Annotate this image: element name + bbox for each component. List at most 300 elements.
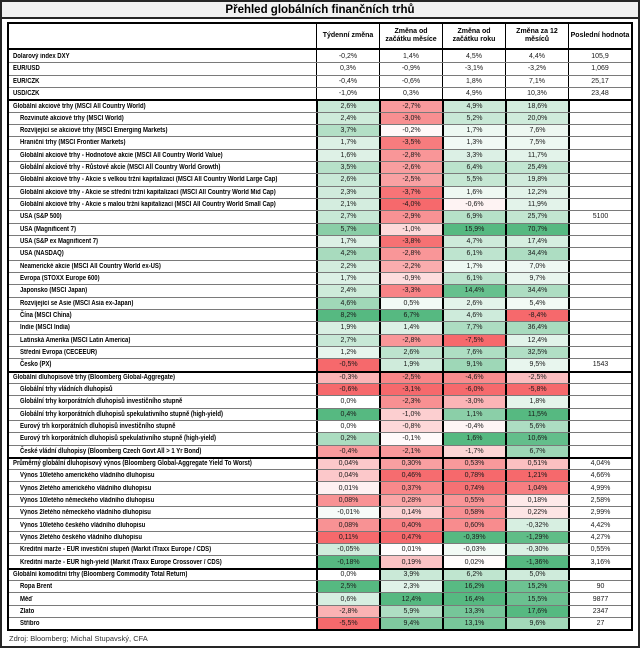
change-cell: 0,0%: [316, 570, 379, 580]
change-cell: 0,55%: [442, 495, 505, 506]
change-cell: 0,46%: [379, 470, 442, 481]
change-cell: -3,1%: [442, 63, 505, 74]
row-label: Rozvíjející se Asie (MSCI Asia ex-Japan): [20, 299, 134, 307]
change-cell: -2,8%: [379, 335, 442, 346]
table-row: [9, 432, 631, 444]
row-label: Stříbro: [20, 620, 40, 628]
row-label-cell: [9, 556, 316, 567]
change-cell: 1,21%: [505, 470, 568, 481]
row-label-cell: [9, 211, 316, 222]
change-cell: -3,5%: [379, 137, 442, 148]
change-cell: -1,0%: [316, 88, 379, 99]
change-cell: -1,7%: [442, 446, 505, 457]
row-label: Eurový trh korporátních dluhopisů spekulativního stupně (high-yield): [20, 435, 217, 443]
change-cell: -0,2%: [316, 50, 379, 62]
change-cell: 6,1%: [442, 248, 505, 259]
change-cell: 10,3%: [505, 88, 568, 99]
change-cell: 4,7%: [442, 236, 505, 247]
change-cell: 6,1%: [442, 273, 505, 284]
change-cell: -0,01%: [316, 507, 379, 518]
change-cell: 2,7%: [316, 335, 379, 346]
row-label: Střední Evropa (CECEEUR): [20, 349, 98, 357]
change-cell: 1,8%: [442, 76, 505, 87]
table-row: [9, 481, 631, 493]
change-cell: -2,5%: [379, 174, 442, 185]
change-cell: 10,6%: [505, 433, 568, 444]
change-cell: 1,04%: [505, 482, 568, 493]
change-cell: -4,6%: [442, 373, 505, 383]
table-row: [9, 555, 631, 567]
header-row: [9, 24, 631, 50]
change-cell: 1,4%: [379, 322, 442, 333]
table-row: [9, 186, 631, 198]
row-label: Neamerické akcie (MSCI All Country World ex-US): [20, 262, 161, 270]
row-label-cell: [9, 322, 316, 333]
last-value-cell: [568, 137, 631, 148]
change-cell: -0,18%: [316, 556, 379, 567]
row-label: Globální akciové trhy - Akcie s velkou tržní kapitalizací (MSCI All Country World Large Cap): [20, 176, 278, 184]
row-label: USA (NASDAQ): [20, 250, 64, 258]
change-cell: 0,0%: [316, 396, 379, 407]
change-cell: 13,1%: [442, 618, 505, 629]
row-label-cell: [9, 63, 316, 74]
change-cell: 4,5%: [442, 50, 505, 62]
last-value-cell: 4,04%: [568, 459, 631, 469]
change-cell: -0,6%: [379, 76, 442, 87]
row-label-cell: [9, 273, 316, 284]
last-value-cell: [568, 199, 631, 210]
change-cell: -3,8%: [379, 236, 442, 247]
row-label-cell: [9, 162, 316, 173]
change-cell: -3,1%: [379, 384, 442, 395]
last-value-cell: [568, 298, 631, 309]
change-cell: 15,2%: [505, 581, 568, 592]
row-label-cell: [9, 544, 316, 555]
change-cell: -2,3%: [379, 396, 442, 407]
table-row: [9, 543, 631, 555]
change-cell: -0,8%: [379, 421, 442, 432]
column-header: Změna od začátku roku: [442, 24, 505, 48]
row-label-cell: [9, 248, 316, 259]
change-cell: 0,11%: [316, 532, 379, 543]
row-label: Latinská Amerika (MSCI Latin America): [20, 336, 131, 344]
row-label-cell: [9, 88, 316, 99]
row-label: USD/CZK: [13, 90, 40, 98]
change-cell: 0,53%: [442, 459, 505, 469]
table-row: [9, 309, 631, 321]
last-value-cell: 9877: [568, 593, 631, 604]
table-row: [9, 99, 631, 111]
change-cell: 1,9%: [379, 359, 442, 370]
change-cell: 2,4%: [316, 285, 379, 296]
table-row: [9, 124, 631, 136]
row-label-cell: [9, 310, 316, 321]
change-cell: 2,2%: [316, 261, 379, 272]
change-cell: -0,9%: [379, 273, 442, 284]
change-cell: -0,3%: [316, 373, 379, 383]
change-cell: -0,39%: [442, 532, 505, 543]
change-cell: -1,36%: [505, 556, 568, 567]
row-label-cell: [9, 495, 316, 506]
change-cell: 18,6%: [505, 101, 568, 111]
last-value-cell: [568, 446, 631, 457]
change-cell: 0,47%: [379, 532, 442, 543]
table-row: [9, 149, 631, 161]
table-row: [9, 605, 631, 617]
change-cell: 0,3%: [379, 88, 442, 99]
row-label: Výnos 2letého německého vládního dluhopisu: [20, 509, 151, 517]
row-label-cell: [9, 76, 316, 87]
change-cell: 4,4%: [505, 50, 568, 62]
page-title: Přehled globálních finančních trhů: [2, 2, 638, 19]
change-cell: 7,1%: [505, 76, 568, 87]
table-row: [9, 371, 631, 383]
row-label-cell: [9, 236, 316, 247]
change-cell: 17,6%: [505, 606, 568, 617]
last-value-cell: 25,17: [568, 76, 631, 87]
table-row: [9, 445, 631, 457]
row-label-cell: [9, 174, 316, 185]
row-label-cell: [9, 298, 316, 309]
column-header: Změna za 12 měsíců: [505, 24, 568, 48]
last-value-cell: [568, 433, 631, 444]
change-cell: 25,4%: [505, 162, 568, 173]
row-label: Výnos 2letého českého vládního dluhopisu: [20, 533, 143, 541]
change-cell: -0,2%: [379, 125, 442, 136]
change-cell: -1,29%: [505, 532, 568, 543]
row-label-cell: [9, 199, 316, 210]
change-cell: -0,1%: [379, 433, 442, 444]
last-value-cell: 1,069: [568, 63, 631, 74]
row-label-cell: [9, 125, 316, 136]
change-cell: 3,7%: [316, 125, 379, 136]
row-label: Japonsko (MSCI Japan): [20, 287, 88, 295]
change-cell: -5,5%: [316, 618, 379, 629]
change-cell: 1,4%: [379, 50, 442, 62]
change-cell: -2,5%: [379, 373, 442, 383]
change-cell: 2,3%: [379, 581, 442, 592]
table-row: [9, 358, 631, 370]
change-cell: 13,3%: [442, 606, 505, 617]
change-cell: -0,4%: [316, 446, 379, 457]
row-label: Globální akciové trhy - Akcie se střední tržní kapitalizací (MSCI All Country World Mid Cap): [20, 188, 276, 196]
last-value-cell: 3,16%: [568, 556, 631, 567]
row-label-cell: [9, 384, 316, 395]
change-cell: -0,4%: [316, 76, 379, 87]
change-cell: 1,6%: [442, 187, 505, 198]
row-label: Rozvíjející se akciové trhy (MSCI Emerging Markets): [20, 127, 168, 135]
change-cell: 1,7%: [442, 125, 505, 136]
change-cell: 1,7%: [316, 273, 379, 284]
change-cell: 5,4%: [505, 298, 568, 309]
last-value-cell: [568, 236, 631, 247]
table-row: [9, 469, 631, 481]
row-label-cell: [9, 187, 316, 198]
row-label: Hraniční trhy (MSCI Frontier Markets): [20, 139, 126, 147]
change-cell: 1,7%: [442, 261, 505, 272]
change-cell: -2,2%: [379, 261, 442, 272]
change-cell: -7,5%: [442, 335, 505, 346]
change-cell: 11,7%: [505, 150, 568, 161]
row-label: Měď: [20, 595, 33, 603]
table-row: [9, 210, 631, 222]
row-label-cell: [9, 570, 316, 580]
change-cell: 9,5%: [505, 359, 568, 370]
change-cell: 0,2%: [316, 433, 379, 444]
change-cell: -2,9%: [379, 211, 442, 222]
table-row: [9, 87, 631, 99]
last-value-cell: 2,58%: [568, 495, 631, 506]
last-value-cell: 4,66%: [568, 470, 631, 481]
row-label: Globální trhy korporátních dluhopisů investičního stupně: [20, 398, 183, 406]
last-value-cell: [568, 101, 631, 111]
change-cell: -3,7%: [379, 187, 442, 198]
change-cell: 0,28%: [379, 495, 442, 506]
change-cell: 0,74%: [442, 482, 505, 493]
table-row: [9, 346, 631, 358]
change-cell: -3,0%: [379, 113, 442, 124]
last-value-cell: 2347: [568, 606, 631, 617]
change-cell: 4,6%: [442, 310, 505, 321]
table-row: [9, 408, 631, 420]
change-cell: -0,6%: [316, 384, 379, 395]
table-row: [9, 420, 631, 432]
last-value-cell: 27: [568, 618, 631, 629]
change-cell: -2,7%: [379, 101, 442, 111]
table-row: [9, 112, 631, 124]
row-label: Globální akciové trhy - Akcie s malou tržní kapitalizací (MSCI All Country World Small Cap): [20, 201, 276, 209]
row-label: Globální komoditní trhy (Bloomberg Commodity Total Return): [13, 571, 188, 579]
table-row: [9, 321, 631, 333]
row-label-cell: [9, 113, 316, 124]
change-cell: 1,6%: [316, 150, 379, 161]
source-note: Zdroj: Bloomberg; Michal Stupavský, CFA: [9, 634, 148, 644]
last-value-cell: [568, 384, 631, 395]
change-cell: 0,40%: [379, 519, 442, 530]
change-cell: 34,4%: [505, 285, 568, 296]
financial-table: [7, 22, 633, 631]
table-row: [9, 531, 631, 543]
change-cell: -3,3%: [379, 285, 442, 296]
change-cell: 12,4%: [505, 335, 568, 346]
change-cell: 15,9%: [442, 224, 505, 235]
row-label-cell: [9, 50, 316, 62]
change-cell: 0,4%: [316, 409, 379, 420]
row-label: Výnos 10letého německého vládního dluhopisu: [20, 496, 155, 504]
change-cell: 7,0%: [505, 261, 568, 272]
table-row: [9, 272, 631, 284]
row-label-cell: [9, 459, 316, 469]
change-cell: 2,5%: [316, 581, 379, 592]
change-cell: 0,18%: [505, 495, 568, 506]
change-cell: 32,5%: [505, 347, 568, 358]
change-cell: 9,4%: [379, 618, 442, 629]
row-label: Globální akciové trhy (MSCI All Country World): [13, 102, 146, 110]
change-cell: 0,04%: [316, 470, 379, 481]
change-cell: 2,7%: [316, 211, 379, 222]
row-label-cell: [9, 532, 316, 543]
change-cell: 4,2%: [316, 248, 379, 259]
last-value-cell: [568, 224, 631, 235]
table-row: [9, 235, 631, 247]
last-value-cell: 0,55%: [568, 544, 631, 555]
row-label-cell: [9, 101, 316, 111]
row-label: Globální trhy korporátních dluhopisů spekulativního stupně (high-yield): [20, 410, 223, 418]
last-value-cell: [568, 322, 631, 333]
row-label: Česko (PX): [20, 361, 52, 369]
change-cell: 0,30%: [379, 459, 442, 469]
change-cell: 1,8%: [505, 396, 568, 407]
row-label-cell: [9, 433, 316, 444]
change-cell: 0,01%: [316, 482, 379, 493]
change-cell: 4,6%: [316, 298, 379, 309]
last-value-cell: [568, 261, 631, 272]
change-cell: -2,8%: [316, 606, 379, 617]
change-cell: 0,5%: [379, 298, 442, 309]
change-cell: -3,0%: [442, 396, 505, 407]
change-cell: 6,7%: [379, 310, 442, 321]
change-cell: 70,7%: [505, 224, 568, 235]
row-label-cell: [9, 581, 316, 592]
row-label: Průměrný globální dluhopisový výnos (Bloomberg Global-Aggregate Yield To Worst): [13, 460, 252, 468]
change-cell: -0,03%: [442, 544, 505, 555]
change-cell: -0,30%: [505, 544, 568, 555]
table-row: [9, 161, 631, 173]
table-row: [9, 136, 631, 148]
change-cell: 1,2%: [316, 347, 379, 358]
change-cell: 0,6%: [316, 593, 379, 604]
change-cell: 4,9%: [442, 101, 505, 111]
change-cell: 1,9%: [316, 322, 379, 333]
table-row: [9, 617, 631, 629]
change-cell: 1,7%: [316, 137, 379, 148]
table-row: [9, 383, 631, 395]
row-label: Eurový trh korporátních dluhopisů investičního stupně: [20, 423, 176, 430]
change-cell: 15,5%: [505, 593, 568, 604]
last-value-cell: [568, 335, 631, 346]
table-row: [9, 297, 631, 309]
row-label-cell: [9, 396, 316, 407]
last-value-cell: [568, 310, 631, 321]
last-value-cell: [568, 396, 631, 407]
change-cell: 34,4%: [505, 248, 568, 259]
change-cell: 16,2%: [442, 581, 505, 592]
change-cell: 2,6%: [379, 347, 442, 358]
change-cell: 6,4%: [442, 162, 505, 173]
change-cell: 0,3%: [316, 63, 379, 74]
last-value-cell: 4,27%: [568, 532, 631, 543]
change-cell: 0,78%: [442, 470, 505, 481]
change-cell: 9,1%: [442, 359, 505, 370]
row-label: Zlato: [20, 607, 35, 615]
column-header: Změna od začátku měsíce: [379, 24, 442, 48]
last-value-cell: [568, 570, 631, 580]
change-cell: 14,4%: [442, 285, 505, 296]
row-label-cell: [9, 373, 316, 383]
change-cell: -4,0%: [379, 199, 442, 210]
table-row: [9, 334, 631, 346]
change-cell: -2,6%: [379, 162, 442, 173]
change-cell: 4,9%: [442, 88, 505, 99]
change-cell: 12,2%: [505, 187, 568, 198]
row-label-cell: [9, 409, 316, 420]
change-cell: -5,8%: [505, 384, 568, 395]
change-cell: 5,9%: [379, 606, 442, 617]
table-row: [9, 62, 631, 74]
row-label-cell: [9, 261, 316, 272]
change-cell: 0,22%: [505, 507, 568, 518]
change-cell: -0,6%: [442, 199, 505, 210]
change-cell: -2,8%: [379, 248, 442, 259]
table-row: [9, 395, 631, 407]
row-label-cell: [9, 335, 316, 346]
change-cell: 2,1%: [316, 199, 379, 210]
table-row: [9, 284, 631, 296]
change-cell: 7,5%: [505, 137, 568, 148]
row-label-cell: [9, 482, 316, 493]
change-cell: -8,4%: [505, 310, 568, 321]
row-label: EUR/CZK: [13, 77, 40, 85]
last-value-cell: [568, 162, 631, 173]
table-row: [9, 173, 631, 185]
change-cell: -0,4%: [442, 421, 505, 432]
row-label-cell: [9, 507, 316, 518]
row-label-cell: [9, 224, 316, 235]
row-label: Globální dluhopisové trhy (Bloomberg Global-Aggregate): [13, 374, 175, 382]
table-row: [9, 457, 631, 469]
change-cell: 6,2%: [442, 570, 505, 580]
row-label: Kreditní marže - EUR investiční stupeň (Markit iTraxx Europe / CDS): [20, 546, 212, 554]
change-cell: 1,7%: [316, 236, 379, 247]
row-label: Globální trhy vládních dluhopisů: [20, 386, 113, 394]
table-row: [9, 50, 631, 62]
change-cell: 5,5%: [442, 174, 505, 185]
column-header: Týdenní změna: [316, 24, 379, 48]
change-cell: 0,04%: [316, 459, 379, 469]
change-cell: -3,2%: [505, 63, 568, 74]
change-cell: 20,0%: [505, 113, 568, 124]
table-row: [9, 494, 631, 506]
row-label: Čína (MSCI China): [20, 312, 72, 320]
last-value-cell: [568, 285, 631, 296]
last-value-cell: 105,9: [568, 50, 631, 62]
row-label-cell: [9, 421, 316, 432]
table-row: [9, 223, 631, 235]
change-cell: 19,8%: [505, 174, 568, 185]
last-value-cell: 4,42%: [568, 519, 631, 530]
last-value-cell: [568, 273, 631, 284]
change-cell: 2,6%: [316, 101, 379, 111]
change-cell: 5,7%: [316, 224, 379, 235]
change-cell: 5,2%: [442, 113, 505, 124]
change-cell: 7,6%: [505, 125, 568, 136]
change-cell: 5,0%: [505, 570, 568, 580]
change-cell: -0,05%: [316, 544, 379, 555]
change-cell: 1,3%: [442, 137, 505, 148]
table-row: [9, 506, 631, 518]
change-cell: 2,6%: [316, 174, 379, 185]
change-cell: -6,0%: [442, 384, 505, 395]
table-row: [9, 247, 631, 259]
change-cell: -1,0%: [379, 409, 442, 420]
change-cell: 16,4%: [442, 593, 505, 604]
row-label-cell: [9, 519, 316, 530]
change-cell: 7,7%: [442, 322, 505, 333]
change-cell: 1,1%: [442, 409, 505, 420]
last-value-cell: [568, 373, 631, 383]
change-cell: 5,6%: [505, 421, 568, 432]
row-label: České vládní dluhopisy (Bloomberg Czech Govt All > 1 Yr Bond): [20, 447, 202, 455]
